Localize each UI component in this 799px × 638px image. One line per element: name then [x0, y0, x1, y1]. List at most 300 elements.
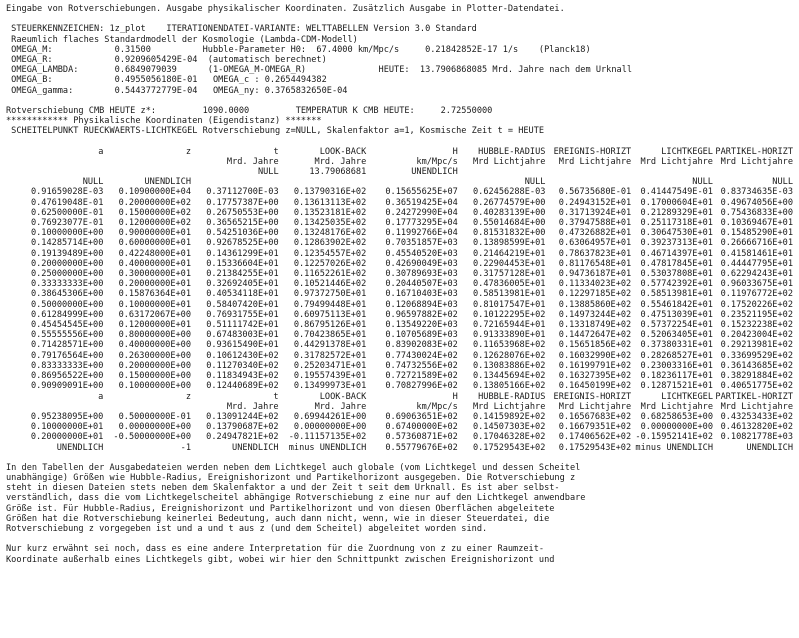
table-cell: 0.60975113E+01: [293, 309, 367, 320]
table-cell: 0.24943152E+01: [558, 197, 632, 208]
table-cell: 0.80000000E+00: [118, 330, 192, 341]
table-cell: 0.81176548E+01: [558, 258, 632, 269]
cmb-line: ************ Physikalische Koordinaten (Eigendistanz) *******: [6, 116, 322, 127]
table-cell: 0.63172067E+00: [118, 309, 192, 320]
cmb-block: [6, 106, 793, 137]
table-cell: 0.12440689E+02: [206, 381, 279, 392]
table-cell: minus UNENDLICH: [635, 442, 714, 453]
header-cell: UNENDLICH: [144, 177, 192, 188]
parameter-line: OMEGA_M: 0.31500 Hubble-Parameter H0: 67.4000 km/Mpc/s 0.21842852E-17 1/s (Planck18): [6, 44, 591, 55]
table-cell: 0.30000000E+01: [118, 269, 192, 280]
table-cell: 0.15000000E+02: [118, 207, 192, 218]
table-cell: 0.30647530E+01: [640, 228, 713, 239]
header-cell: t: [273, 146, 279, 157]
parameter-line: Raeumlich flaches Standardmodell der Kosmologie (Lambda-CDM-Modell): [6, 34, 358, 45]
header-cell: NULL: [524, 177, 546, 188]
parameter-line: OMEGA_gamma: 0.5443772779E-04 OMEGA_ny: 0.3765832650E-04: [6, 85, 348, 96]
header-cell: [6, 167, 103, 177]
table-cell: 0.52063405E+01: [640, 330, 713, 341]
table-cell: 0.71428571E+00: [30, 340, 104, 351]
explanation-paragraph-2: [6, 544, 793, 564]
table-cell: 0.50000000E-01: [118, 411, 192, 422]
table-cell: 0.40651775E+02: [720, 381, 793, 392]
header-cell: [545, 177, 631, 187]
table-cell: 0.58407420E+01: [206, 299, 279, 310]
header-cell: Mrd Lichtjahre: [720, 156, 793, 167]
coordinates-table-main: [6, 147, 793, 392]
header-cell: NULL: [772, 177, 793, 188]
table-cell: 0.25203471E+01: [293, 360, 367, 371]
table-row: [6, 300, 793, 310]
table-row: [6, 228, 793, 238]
table-cell: 0.11834943E+02: [206, 371, 279, 382]
table-row: [6, 351, 793, 361]
header-cell: LOOK-BACK: [319, 146, 367, 157]
table-cell: 0.41447549E-01: [640, 187, 713, 198]
table-cell: 0.13549220E+03: [385, 320, 458, 331]
table-cell: 0.19557439E+01: [293, 371, 367, 382]
table-cell: 0.12628076E+02: [472, 350, 546, 361]
table-cell: 0.12068894E+03: [385, 299, 458, 310]
table-cell: 0.20423004E+02: [720, 330, 793, 341]
table-cell: 0.12863902E+02: [293, 238, 367, 249]
header-cell: PARTIKEL-HORIZT: [715, 146, 793, 157]
model-parameters-block: [6, 24, 793, 95]
table-cell: 0.11653968E+02: [472, 340, 546, 351]
table-cell: 0.44447795E+01: [720, 258, 793, 269]
table-cell: 0.86956522E+00: [30, 371, 104, 382]
parameter-line: OMEGA_B: 0.4955056180E-01 OMEGA_c : 0.2654494382: [6, 75, 327, 86]
header-cell: z: [185, 391, 192, 402]
table-cell: 0.13790687E+02: [206, 422, 279, 433]
table-cell: 0.00000000E+00: [640, 422, 714, 433]
table-cell: 0.15876364E+01: [118, 289, 192, 300]
table-cell: 0.40283139E+00: [472, 207, 546, 218]
table-cell: 0.55461842E+01: [640, 299, 713, 310]
paragraph-line: Größe ist. Für Hubble-Radius, Ereignishorizont und Partikelhorizont und von diesen Oberflächen abgeleitete: [6, 503, 555, 514]
paragraph-line: steht in diesen Dateien stets neben dem Skalenfaktor a und der Zeit t seit dem Urknall. Es ist aber selbst-: [6, 483, 560, 494]
table-cell: 0.17406562E+02: [558, 432, 632, 443]
table-row: [6, 422, 793, 432]
table-cell: 0.83902083E+02: [385, 340, 458, 351]
table-row: [6, 249, 793, 259]
table-cell: 0.58513981E+01: [640, 289, 713, 300]
table-cell: 0.49674056E+00: [720, 197, 793, 208]
table-cell: 0.11334023E+02: [558, 279, 632, 290]
header-cell: Mrd Lichtjahre: [558, 401, 632, 412]
table-cell: 0.15336604E+01: [206, 258, 279, 269]
table-cell: 0.13499973E+01: [293, 381, 367, 392]
table-cell: 0.13445694E+02: [472, 371, 546, 382]
table-cell: 0.78637823E+01: [558, 248, 632, 259]
header-cell: HUBBLE-RADIUS: [478, 146, 546, 157]
table-cell: 0.16327395E+02: [558, 371, 632, 382]
parameter-line: OMEGA_R: 0.9209605429E-04 (automatisch berechnet): [6, 54, 327, 65]
table-cell: 0.83333333E+00: [30, 360, 104, 371]
header-cell: km/Mpc/s: [416, 156, 458, 167]
table-cell: 0.12000000E+02: [118, 218, 192, 229]
table-cell: 0.10612430E+02: [206, 350, 279, 361]
table-cell: 0.13523181E+02: [293, 207, 367, 218]
table-cell: 0.75436833E+00: [720, 207, 793, 218]
table-cell: 0.36143685E+02: [720, 360, 793, 371]
table-cell: 0.20000000E+00: [30, 258, 104, 269]
table-cell: 0.17529543E+02: [558, 442, 632, 453]
paragraph-line: verständlich, dass die vom Lichtkegelscheitel abhängige Rotverschiebung z eine nur auf den Lichtkegel anwendbare: [6, 493, 586, 504]
table-row: [6, 340, 793, 350]
table-cell: 0.11976772E+02: [720, 289, 793, 300]
table-cell: 0.12000000E+01: [118, 320, 192, 331]
header-cell: 13.79068681: [309, 167, 367, 178]
table-cell: 0.10900000E+04: [118, 187, 192, 198]
table-cell: -1: [180, 442, 192, 453]
table-cell: 0.39237313E+01: [640, 238, 713, 249]
table-cell: 0.10000000E+00: [30, 228, 104, 239]
table-cell: 0.24272990E+04: [385, 207, 458, 218]
table-cell: 0.81017547E+01: [472, 299, 546, 310]
table-cell: 0.26750553E+00: [206, 207, 279, 218]
table-row: [6, 187, 793, 197]
paragraph-line: Nur kurz erwähnt sei noch, dass es eine andere Interpretation für die Zuordnung von z zu einer Raumzeit-: [6, 544, 545, 555]
header-cell: EREIGNIS-HORIZT: [553, 146, 632, 157]
parameter-line: OMEGA_LAMBDA: 0.6849079039 (1-OMEGA_M-OMEGA_R) HEUTE: 13.7906868085 Mrd. Jahre nach dem Urknall: [6, 65, 633, 76]
table-row: [6, 198, 793, 208]
table-cell: 0.56735680E-01: [558, 187, 632, 198]
table-cell: 0.70351857E+03: [385, 238, 458, 249]
table-cell: 0.13318749E+02: [558, 320, 632, 331]
table-header-row: [6, 167, 793, 177]
table-cell: 0.40000000E+00: [118, 340, 192, 351]
table-cell: 0.30789693E+03: [385, 269, 458, 280]
table-cell: 0.96597882E+02: [385, 309, 458, 320]
header-cell: [366, 177, 458, 187]
table-cell: 0.62500000E-01: [30, 207, 104, 218]
table-row: [6, 330, 793, 340]
table-cell: 0.12257026E+02: [293, 258, 367, 269]
table-cell: 0.37947588E+01: [558, 218, 632, 229]
header-cell: [103, 402, 191, 412]
table-cell: 0.23003316E+01: [640, 360, 713, 371]
table-cell: 0.10000000E+01: [30, 422, 104, 433]
table-cell: 0.26666716E+01: [720, 238, 793, 249]
table-cell: 0.69063651E+02: [385, 411, 458, 422]
table-cell: 0.40534118E+01: [206, 289, 279, 300]
table-row: [6, 310, 793, 320]
table-cell: 0.20440507E+03: [385, 279, 458, 290]
table-cell: 0.62456288E-03: [472, 187, 546, 198]
table-cell: 0.45540520E+03: [385, 248, 458, 259]
table-cell: 0.43253433E+02: [720, 411, 793, 422]
table-cell: 0.60000000E+01: [118, 238, 192, 249]
table-cell: 0.40000000E+01: [118, 258, 192, 269]
header-cell: [631, 167, 713, 177]
table-cell: 0.10000000E+01: [118, 299, 192, 310]
table-cell: 0.41581461E+01: [720, 248, 793, 259]
table-cell: 0.36565215E+00: [206, 218, 279, 229]
header-cell: Mrd Lichtjahre: [640, 401, 714, 412]
table-cell: 0.21464219E+01: [472, 248, 546, 259]
table-cell: 0.16567683E+02: [558, 411, 632, 422]
table-cell: 0.21384255E+01: [206, 269, 279, 280]
table-row: [6, 320, 793, 330]
table-cell: 0.90909091E+00: [30, 381, 104, 392]
table-cell: 0.31757128E+01: [472, 269, 546, 280]
table-row: [6, 412, 793, 422]
table-row: [6, 381, 793, 391]
table-row: [6, 238, 793, 248]
paragraph-line: Größen hat die Rotverschiebung keinerlei Bedeutung, auch dann nicht, wenn, wie in dieser Steuerdatei, die: [6, 513, 550, 524]
table-cell: 0.97372750E+01: [293, 289, 367, 300]
table-cell: 0.14159892E+02: [472, 411, 546, 422]
table-row: [6, 269, 793, 279]
table-cell: 0.12871521E+01: [640, 381, 713, 392]
header-cell: [6, 157, 103, 167]
table-header-row: [6, 147, 793, 157]
table-cell: 0.47817845E+01: [640, 258, 713, 269]
table-cell: 0.21289329E+01: [640, 207, 713, 218]
table-cell: 0.18236117E+01: [640, 371, 713, 382]
header-cell: z: [185, 146, 192, 157]
table-cell: 0.86795126E+01: [293, 320, 367, 331]
header-cell: [6, 402, 103, 412]
table-cell: 0.20000000E+01: [118, 279, 192, 290]
header-cell: NULL: [82, 177, 104, 188]
table-cell: -0.50000000E+00: [113, 432, 192, 443]
table-cell: 0.10521446E+02: [293, 279, 367, 290]
table-cell: 0.13898599E+01: [472, 238, 546, 249]
table-cell: 0.10000000E+00: [118, 381, 192, 392]
table-cell: UNENDLICH: [56, 442, 104, 453]
table-cell: UNENDLICH: [746, 442, 793, 453]
table-row: [6, 432, 793, 442]
table-cell: 0.72165944E+01: [472, 320, 546, 331]
parameter-line: STEUERKENNZEICHEN: 1z_plot ITERATIONENDATEI-VARIANTE: WELTTABELLEN Version 3.0 Standard: [6, 24, 477, 35]
header-cell: Mrd Lichtjahre: [720, 401, 793, 412]
explanation-paragraph-1: [6, 463, 793, 534]
table-cell: 0.44291378E+01: [293, 340, 367, 351]
header-cell: Mrd. Jahre: [314, 401, 367, 412]
table-cell: 0.36519425E+04: [385, 197, 458, 208]
table-cell: 0.94736187E+01: [558, 269, 632, 280]
table-cell: 0.12297185E+02: [558, 289, 632, 300]
table-cell: 0.13248176E+02: [293, 228, 367, 239]
table-cell: 0.61284999E+00: [30, 309, 104, 320]
table-cell: 0.13805166E+02: [472, 381, 546, 392]
header-cell: LICHTKEGEL: [661, 391, 714, 402]
table-cell: 0.58513981E+01: [472, 289, 546, 300]
table-cell: 0.37112700E-03: [206, 187, 279, 198]
header-cell: H: [452, 146, 458, 157]
table-cell: 0.47326882E+01: [558, 228, 632, 239]
table-cell: 0.96033675E+01: [720, 279, 793, 290]
table-cell: 0.42690049E+03: [385, 258, 458, 269]
table-cell: 0.14361299E+01: [206, 248, 279, 259]
header-cell: [279, 177, 367, 187]
table-cell: 0.16679351E+02: [558, 422, 632, 433]
table-cell: 0.69944261E+00: [293, 411, 367, 422]
header-cell: [103, 167, 191, 177]
table-cell: 0.38291884E+02: [720, 371, 793, 382]
paragraph-line: Koordinate außerhalb eines Lichtkegels gibt, wobei wir hier den Schnittpunkt zwischen Ereignishorizont und: [6, 554, 555, 565]
table-cell: 0.16032990E+02: [558, 350, 632, 361]
header-cell: UNENDLICH: [411, 167, 458, 178]
table-cell: 0.37380331E+01: [640, 340, 713, 351]
table-row: [6, 259, 793, 269]
table-cell: 0.17000604E+01: [640, 197, 713, 208]
cmb-line: SCHEITELPUNKT RUECKWAERTS-LICHTKEGEL Rotverschiebung z=NULL, Skalenfaktor a=1, Kosmische Zeit t = HEUTE: [6, 126, 545, 137]
table-cell: 0.91333890E+01: [472, 330, 546, 341]
table-cell: 0.33333333E+00: [30, 279, 104, 290]
table-cell: 0.72721589E+02: [385, 371, 458, 382]
table-cell: 0.26774579E+00: [472, 197, 546, 208]
table-cell: 0.55014684E+00: [472, 218, 546, 229]
table-cell: 0.20000000E+00: [118, 360, 192, 371]
table-header-row: [6, 177, 793, 187]
header-cell: PARTIKEL-HORIZT: [715, 391, 793, 402]
table-cell: 0.70423865E+01: [293, 330, 367, 341]
header-cell: Mrd. Jahre: [226, 156, 279, 167]
table-cell: 0.81531832E+00: [472, 228, 546, 239]
table-cell: 0.10705689E+03: [385, 330, 458, 341]
table-cell: 0.62294243E+01: [720, 269, 793, 280]
table-cell: 0.17757387E+00: [206, 197, 279, 208]
table-cell: 0.14285714E+00: [30, 238, 104, 249]
table-cell: 0.15232238E+02: [720, 320, 793, 331]
table-cell: 0.95238095E+00: [30, 411, 104, 422]
table-cell: 0.76923077E-01: [30, 218, 104, 229]
table-cell: 0.45454545E+00: [30, 320, 104, 331]
table-cell: 0.76931755E+01: [206, 309, 279, 320]
table-cell: 0.17520226E+02: [720, 299, 793, 310]
header-cell: [458, 167, 546, 177]
header-cell: km/Mpc/s: [416, 401, 458, 412]
table-cell: 0.11992766E+04: [385, 228, 458, 239]
table-cell: 0.13790316E+02: [293, 187, 367, 198]
table-cell: UNENDLICH: [232, 442, 279, 453]
table-cell: 0.67483003E+01: [206, 330, 279, 341]
table-cell: 0.26300000E+00: [118, 350, 192, 361]
table-cell: 0.16450199E+02: [558, 381, 632, 392]
coordinates-table-extra: [6, 392, 793, 453]
table-cell: 0.50000000E+00: [30, 299, 104, 310]
table-cell: 0.11652261E+02: [293, 269, 367, 280]
table-cell: 0.17529543E+02: [472, 442, 546, 453]
table-cell: 0.77430024E+02: [385, 350, 458, 361]
paragraph-line: unabhängige) Größen wie Hubble-Radius, Ereignishorizont und Partikelhorizont ausgegeben. Die Rotverschiebung z: [6, 473, 576, 484]
table-header-row: [6, 392, 793, 402]
header-cell: EREIGNIS-HORIZT: [553, 391, 632, 402]
table-cell: -0.11157135E+02: [288, 432, 367, 443]
table-cell: 0.46132820E+02: [720, 422, 793, 433]
table-cell: 0.25117318E+01: [640, 218, 713, 229]
table-cell: 0.24947821E+02: [206, 432, 279, 443]
table-cell: 0.83734635E-03: [720, 187, 793, 198]
table-cell: 0.11270340E+02: [206, 360, 279, 371]
table-cell: 0.79176564E+00: [30, 350, 104, 361]
table-cell: 0.13613113E+02: [293, 197, 367, 208]
header-cell: a: [98, 391, 104, 402]
header-cell: Mrd. Jahre: [226, 401, 279, 412]
table-cell: 0.57372254E+01: [640, 320, 713, 331]
table-cell: 0.51111742E+01: [206, 320, 279, 331]
table-cell: 0.33699529E+02: [720, 350, 793, 361]
table-cell: 0.12354557E+02: [293, 248, 367, 259]
table-cell: 0.20000000E+01: [30, 432, 104, 443]
table-cell: 0.10122295E+02: [472, 309, 546, 320]
table-cell: minus UNENDLICH: [288, 442, 367, 453]
header-cell: HUBBLE-RADIUS: [478, 391, 546, 402]
table-cell: 0.25000000E+00: [30, 269, 104, 280]
header-cell: Mrd. Jahre: [314, 156, 367, 167]
table-cell: 0.10821778E+03: [720, 432, 793, 443]
table-cell: 0.67400000E+02: [385, 422, 458, 433]
paragraph-line: Rotverschiebung z vorgegeben ist und a und t aus z (und dem Scheitel) abgeleitet worden sind.: [6, 524, 488, 535]
header-cell: LICHTKEGEL: [661, 146, 713, 157]
table-cell: 0.13425035E+02: [293, 218, 367, 229]
table-cell: 0.32692405E+01: [206, 279, 279, 290]
table-header-row: [6, 402, 793, 412]
table-row: [6, 289, 793, 299]
header-cell: NULL: [257, 167, 279, 178]
table-cell: 0.91659028E-03: [30, 187, 104, 198]
table-cell: 0.57742392E+01: [640, 279, 713, 290]
header-cell: a: [98, 146, 104, 157]
table-row: [6, 443, 793, 453]
table-cell: 0.92678525E+00: [206, 238, 279, 249]
intro-line: Eingabe von Rotverschiebungen. Ausgabe physikalischer Koordinaten. Zusätzlich Ausgabe in Plotter-Datendatei.: [6, 4, 565, 14]
table-cell: 0.20000000E+02: [118, 197, 192, 208]
header-cell: LOOK-BACK: [319, 391, 367, 402]
table-cell: 0.93615490E+01: [206, 340, 279, 351]
table-cell: 0.28268527E+01: [640, 350, 713, 361]
table-row: [6, 371, 793, 381]
table-cell: 0.31713924E+01: [558, 207, 632, 218]
table-cell: 0.13083886E+02: [472, 360, 546, 371]
table-cell: 0.13091244E+02: [206, 411, 279, 422]
table-cell: 0.17046328E+02: [472, 432, 546, 443]
table-cell: 0.22904453E+01: [472, 258, 546, 269]
table-cell: 0.57360871E+02: [385, 432, 458, 443]
table-cell: 0.15655625E+07: [385, 187, 458, 198]
table-cell: 0.55779676E+02: [385, 442, 458, 453]
table-cell: 0.16199791E+02: [558, 360, 632, 371]
table-cell: 0.15651856E+02: [558, 340, 632, 351]
table-cell: 0.10369467E+01: [720, 218, 793, 229]
header-cell: t: [273, 391, 279, 402]
header-cell: [713, 167, 793, 177]
table-cell: 0.16710403E+03: [385, 289, 458, 300]
table-cell: 0.29213981E+02: [720, 340, 793, 351]
table-row: [6, 208, 793, 218]
table-cell: 0.46714397E+01: [640, 248, 713, 259]
table-cell: 0.74732556E+02: [385, 360, 458, 371]
table-cell: 0.54251036E+00: [206, 228, 279, 239]
paragraph-line: In den Tabellen der Ausgabedateien werden neben dem Lichtkegel auch globale (vom Lichtkegel und dessen Scheitel: [6, 462, 581, 473]
table-cell: 0.14472647E+02: [558, 330, 632, 341]
table-cell: 0.38645306E+00: [30, 289, 104, 300]
table-cell: 0.63064957E+01: [558, 238, 632, 249]
table-row: [6, 218, 793, 228]
table-cell: 0.13885860E+02: [558, 299, 632, 310]
table-cell: 0.42248000E+01: [118, 248, 192, 259]
header-cell: Mrd Lichtjahre: [558, 156, 632, 167]
table-cell: 0.14507303E+02: [472, 422, 546, 433]
table-cell: 0.47513039E+01: [640, 309, 713, 320]
table-cell: 0.14973244E+02: [558, 309, 632, 320]
table-header-row: [6, 157, 793, 167]
header-cell: [103, 157, 191, 167]
header-cell: [545, 167, 631, 177]
